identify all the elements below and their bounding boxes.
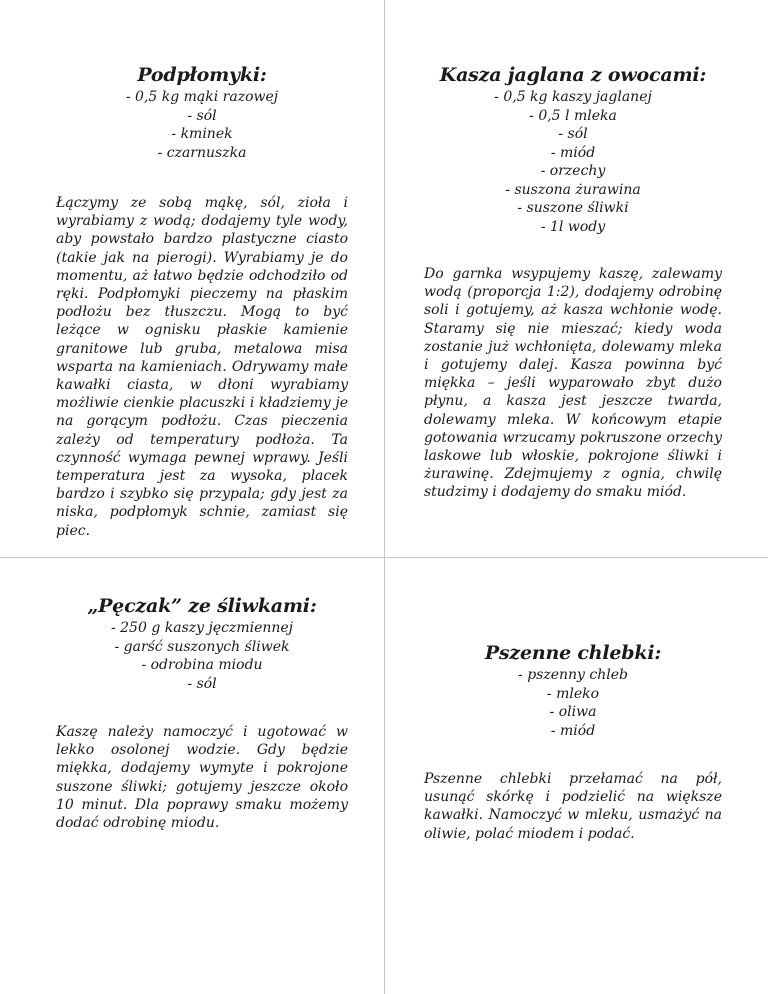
ingredient-item: - 250 g kaszy jęczmiennej <box>110 620 294 636</box>
recipe-title: „Pęczak” ze śliwkami: <box>87 595 317 617</box>
recipe-card-pszenne-chlebki <box>424 642 722 843</box>
ingredient-item: - sól <box>187 675 217 692</box>
ingredient-item: - suszone śliwki <box>517 200 629 216</box>
ingredient-list <box>424 666 722 740</box>
ingredient-item: - mleko <box>546 685 600 702</box>
ingredient-item: - sól <box>558 126 588 142</box>
recipe-instructions: Łączymy ze sobą mąkę, sól, zioła i wyrabiamy z wodą; dodajemy tyle wody, aby powstało bardzo plastyczne ciasto (takie jak na pierogi). Wyrabiamy je do momentu, aż łatwo będzie odchodziło od ręki. Podpłomyki pieczemy na płaskim podłożu bez tłuszczu. Mogą to być leżące w ognisku płaskie kamienie granitowe lub gruba, metalowa misa wsparta na kamieniach. Odrywamy małe kawałki ciasta, w dłoni wyrabiamy możliwie cienkie placuszki i kładziemy je na gorącym podłożu. Czas pieczenia zależy od temperatury podłoża. Ta czynność wymaga pewnej wprawy. Jeśli temperatura jest za wysoka, placek bardzo i szybko się przypala; gdy jest za niska, podpłomyk schnie, zamiast się piec. <box>56 195 348 539</box>
vertical-divider <box>384 0 385 994</box>
ingredient-item: - miód <box>550 722 596 739</box>
ingredient-item: - 1l wody <box>540 218 606 235</box>
ingredient-item: - kminek <box>171 126 233 142</box>
ingredient-item: - pszenny chleb <box>518 667 628 683</box>
horizontal-divider <box>0 557 768 558</box>
ingredient-item: - 0,5 kg mąki razowej <box>125 89 279 105</box>
recipe-title: Kasza jaglana z owocami: <box>439 64 707 86</box>
ingredient-list <box>56 619 348 693</box>
ingredient-item: - 0,5 l mleka <box>529 107 617 124</box>
recipe-card-podplomyki <box>56 64 348 540</box>
ingredient-item: - garść suszonych śliwek <box>114 638 290 655</box>
recipe-card-peczak <box>56 595 348 832</box>
ingredient-item: - czarnuszka <box>157 144 247 161</box>
recipe-instructions: Kaszę należy namoczyć i ugotować w lekko osolonej wodzie. Gdy będzie miękka, dodajemy wymyte i pokrojone suszone śliwki; gotujemy jeszcze około 10 minut. Dla poprawy smaku możemy dodać odrobinę miodu. <box>56 724 348 832</box>
ingredient-item: - miód <box>550 144 596 161</box>
ingredient-item: - suszona żurawina <box>505 181 641 198</box>
recipe-instructions: Pszenne chlebki przełamać na pół, usunąć skórkę i podzielić na większe kawałki. Namoczyć w mleku, usmażyć na oliwie, polać miodem i podać. <box>424 771 722 842</box>
ingredient-item: - orzechy <box>540 163 606 179</box>
ingredient-list <box>56 88 348 162</box>
recipe-title: Pszenne chlebki: <box>484 642 662 664</box>
ingredient-item: - sól <box>187 107 217 124</box>
ingredient-item: - oliwa <box>549 704 597 720</box>
ingredient-item: - 0,5 kg kaszy jaglanej <box>494 89 652 105</box>
recipe-title: Podpłomyki: <box>137 64 267 86</box>
ingredient-item: - odrobina miodu <box>141 657 263 673</box>
ingredient-list <box>424 88 722 236</box>
recipe-instructions: Do garnka wsypujemy kaszę, zalewamy wodą (proporcja 1:2), dodajemy odrobinę soli i gotujemy, aż kasza wchłonie wodę. Staramy się nie mieszać; kiedy woda zostanie już wchłonięta, dolewamy mleka i gotujemy dalej. Kasza powinna być miękka – jeśli wyparowało zbyt dużo płynu, a kasza jest jeszcze twarda, dolewamy mleka. W końcowym etapie gotowania wrzucamy pokruszone orzechy laskowe lub włoskie, pokrojone śliwki i żurawinę. Zdejmujemy z ognia, chwilę studzimy i dodajemy do smaku miód. <box>424 266 722 501</box>
recipe-card-kasza-jaglana <box>424 64 722 502</box>
